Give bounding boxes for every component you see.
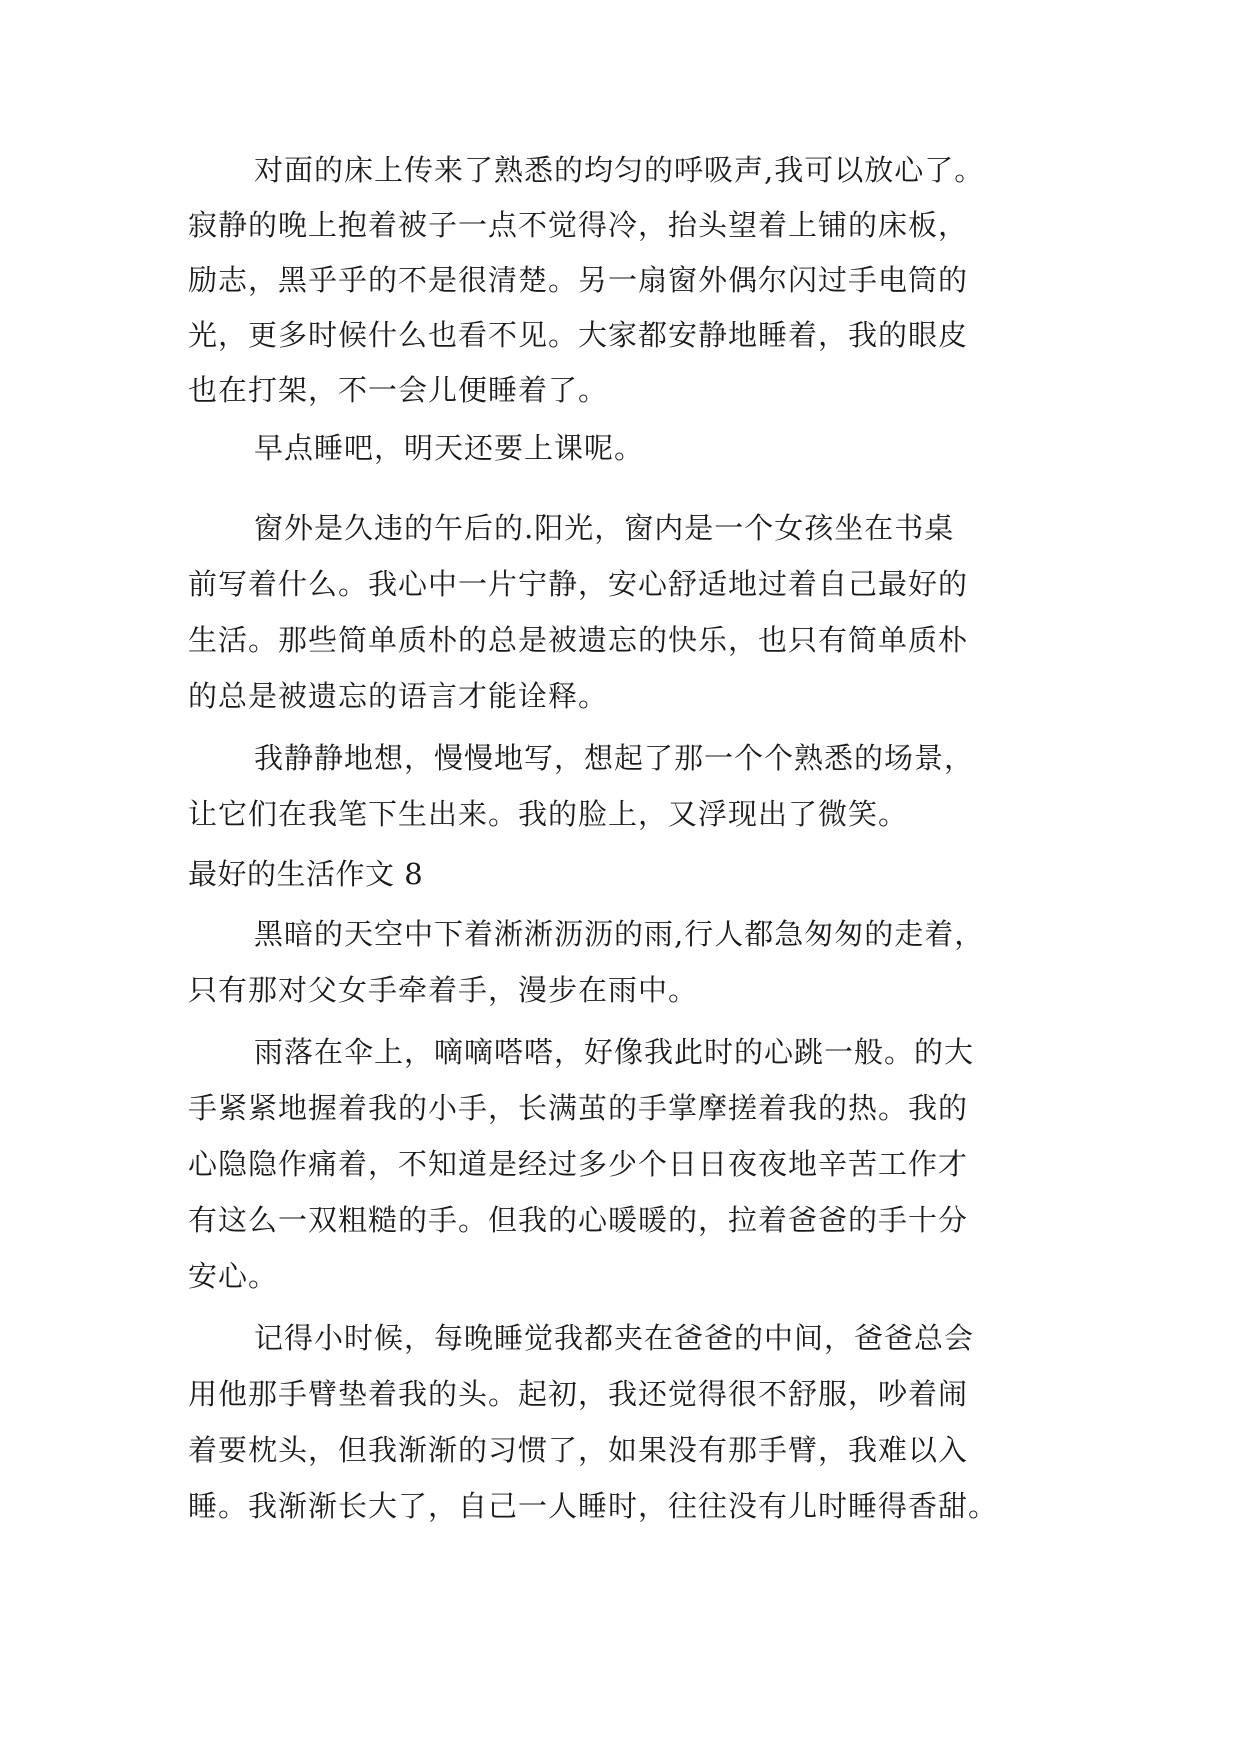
paragraph-line: 用他那手臂垫着我的头。起初，我还觉得很不舒服，吵着闹 [188,1377,969,1411]
paragraph-line: 寂静的晚上抱着被子一点不觉得冷，抬头望着上铺的床板， [188,208,969,242]
paragraph-line: 窗外是久违的午后的.阳光，窗内是一个女孩坐在书桌 [254,511,955,545]
paragraph-line: 雨落在伞上，嘀嘀嗒嗒，好像我此时的心跳一般。的大 [254,1035,975,1069]
paragraph-line: 的总是被遗忘的语言才能诠释。 [188,679,609,713]
paragraph-line: 黑暗的天空中下着淅淅沥沥的雨,行人都急匆匆的走着， [254,917,985,951]
paragraph-line: 我静静地想，慢慢地写，想起了那一个个熟悉的场景， [254,741,975,775]
paragraph-line: 早点睡吧，明天还要上课呢。 [254,431,645,465]
paragraph-line: 有这么一双粗糙的手。但我的心暖暖的，拉着爸爸的手十分 [188,1203,969,1237]
paragraph-line: 睡。我渐渐长大了，自己一人睡时，往往没有儿时睡得香甜。 [188,1489,999,1523]
paragraph-line: 前写着什么。我心中一片宁静，安心舒适地过着自己最好的 [188,567,969,601]
paragraph-line: 只有那对父女手牵着手，漫步在雨中。 [188,973,699,1007]
paragraph-line: 安心。 [188,1259,279,1293]
paragraph-line: 让它们在我笔下生出来。我的脸上，又浮现出了微笑。 [188,797,909,831]
paragraph-line: 心隐隐作痛着，不知道是经过多少个日日夜夜地辛苦工作才 [188,1147,969,1181]
paragraph-line: 光，更多时候什么也看不见。大家都安静地睡着，我的眼皮 [188,318,969,352]
paragraph-line: 生活。那些简单质朴的总是被遗忘的快乐，也只有简单质朴 [188,623,969,657]
section-heading: 最好的生活作文 8 [188,857,424,891]
paragraph-line: 着要枕头，但我渐渐的习惯了，如果没有那手臂，我难以入 [188,1433,969,1467]
paragraph-line: 手紧紧地握着我的小手，长满茧的手掌摩搓着我的热。我的 [188,1091,969,1125]
paragraph-line: 也在打架，不一会儿便睡着了。 [188,373,609,407]
paragraph-line: 记得小时候，每晚睡觉我都夹在爸爸的中间，爸爸总会 [254,1321,975,1355]
paragraph-line: 励志，黑乎乎的不是很清楚。另一扇窗外偶尔闪过手电筒的 [188,263,969,297]
paragraph-line: 对面的床上传来了熟悉的均匀的呼吸声,我可以放心了。 [254,153,985,187]
